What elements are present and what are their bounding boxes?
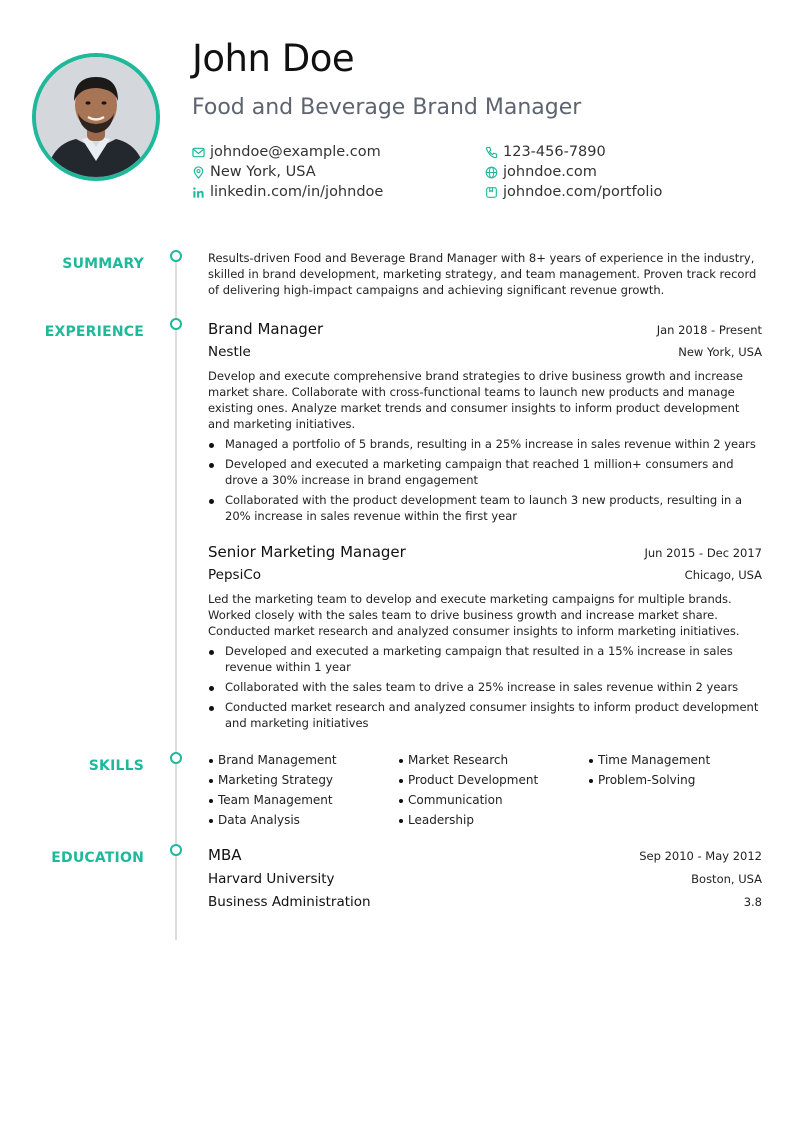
job-title: Food and Beverage Brand Manager <box>192 95 582 120</box>
achievement-item: Collaborated with the product development team to launch 3 new products, resulting in a 20% increase in sales revenue within the first year <box>208 492 762 524</box>
section-heading-summary: SUMMARY <box>62 256 144 272</box>
contact-linkedin-text: linkedin.com/in/johndoe <box>210 184 384 200</box>
timeline-dot-summary <box>170 250 182 262</box>
skill-item: Problem-Solving <box>588 772 762 788</box>
skill-item: Leadership <box>398 812 588 828</box>
job-company: Nestle <box>208 344 251 360</box>
skill-item: Marketing Strategy <box>208 772 398 788</box>
portfolio-icon <box>485 186 498 199</box>
job-description: Develop and execute comprehensive brand strategies to drive business growth and increase market share. Collaborate with cross-functional teams to launch new products and manage existing ones. Analyze market trends and consumer insights to inform product development and marketing initiatives. <box>208 369 743 431</box>
skill-item: Time Management <box>588 752 762 768</box>
section-heading-education: EDUCATION <box>51 850 144 866</box>
job-achievements <box>208 643 762 731</box>
contact-column-left <box>192 142 383 202</box>
school-name: Harvard University <box>208 871 335 887</box>
mail-icon <box>192 146 205 159</box>
contact-portfolio-text: johndoe.com/portfolio <box>503 184 663 200</box>
section-heading-skills: SKILLS <box>88 758 144 774</box>
job-achievements <box>208 436 762 524</box>
education-dates: Sep 2010 - May 2012 <box>639 849 762 863</box>
contact-column-right <box>485 142 662 202</box>
achievement-item: Developed and executed a marketing campaign that resulted in a 15% increase in sales revenue within 1 year <box>208 643 762 675</box>
phone-icon <box>485 146 498 159</box>
timeline-line <box>175 257 177 940</box>
skill-item: Product Development <box>398 772 588 788</box>
achievement-item: Managed a portfolio of 5 brands, resulting in a 25% increase in sales revenue within 2 years <box>208 436 762 452</box>
contact-website-text: johndoe.com <box>503 164 597 180</box>
job-description: Led the marketing team to develop and execute marketing campaigns for multiple brands. Worked closely with the sales team to drive business growth and increase market share. Conducted market research and analyzed consumer insights to inform marketing initiatives. <box>208 592 740 638</box>
timeline-dot-skills <box>170 752 182 764</box>
contact-phone[interactable] <box>485 142 662 162</box>
skills-section <box>208 752 762 828</box>
profile-photo-image <box>36 57 156 177</box>
school-location: Boston, USA <box>691 872 762 886</box>
achievement-item: Collaborated with the sales team to drive a 25% increase in sales revenue within 2 years <box>208 679 762 695</box>
skill-item: Brand Management <box>208 752 398 768</box>
job-role: Senior Marketing Manager <box>208 543 406 561</box>
section-heading-experience: EXPERIENCE <box>44 324 144 340</box>
location-pin-icon <box>192 166 205 179</box>
contact-location-text: New York, USA <box>210 164 316 180</box>
job-dates: Jun 2015 - Dec 2017 <box>644 546 762 560</box>
candidate-name: John Doe <box>192 37 355 80</box>
skill-item: Communication <box>398 792 588 808</box>
summary-section <box>208 250 762 298</box>
achievement-item: Developed and executed a marketing campaign that reached 1 million+ consumers and drove a 30% increase in brand engagement <box>208 456 762 488</box>
education-entry <box>208 846 762 916</box>
timeline-dot-experience <box>170 318 182 330</box>
job-dates: Jan 2018 - Present <box>656 323 762 337</box>
globe-icon <box>485 166 498 179</box>
contact-phone-text: 123-456-7890 <box>503 144 606 160</box>
profile-photo <box>32 53 160 181</box>
contact-portfolio[interactable] <box>485 182 662 202</box>
job-location: Chicago, USA <box>684 568 762 582</box>
skill-item: Team Management <box>208 792 398 808</box>
contact-email-text: johndoe@example.com <box>210 144 381 160</box>
linkedin-icon <box>192 186 205 199</box>
timeline-dot-education <box>170 844 182 856</box>
contact-linkedin[interactable] <box>192 182 383 202</box>
gpa: 3.8 <box>743 895 762 909</box>
experience-entry <box>208 320 762 528</box>
degree: MBA <box>208 846 242 864</box>
field-of-study: Business Administration <box>208 894 371 910</box>
job-location: New York, USA <box>678 345 762 359</box>
skill-item: Data Analysis <box>208 812 398 828</box>
skill-item: Market Research <box>398 752 588 768</box>
achievement-item: Conducted market research and analyzed consumer insights to inform product development and marketing initiatives <box>208 699 762 731</box>
skills-grid <box>208 752 762 828</box>
job-role: Brand Manager <box>208 320 324 338</box>
contact-email[interactable] <box>192 142 383 162</box>
experience-entry <box>208 543 762 735</box>
summary-text: Results-driven Food and Beverage Brand Manager with 8+ years of experience in the industry, skilled in brand development, marketing strategy, and team management. Proven track record of delivering high-impact campaigns and achieving significant revenue growth. <box>208 251 757 297</box>
contact-website[interactable] <box>485 162 662 182</box>
job-company: PepsiCo <box>208 567 262 583</box>
contact-location <box>192 162 383 182</box>
